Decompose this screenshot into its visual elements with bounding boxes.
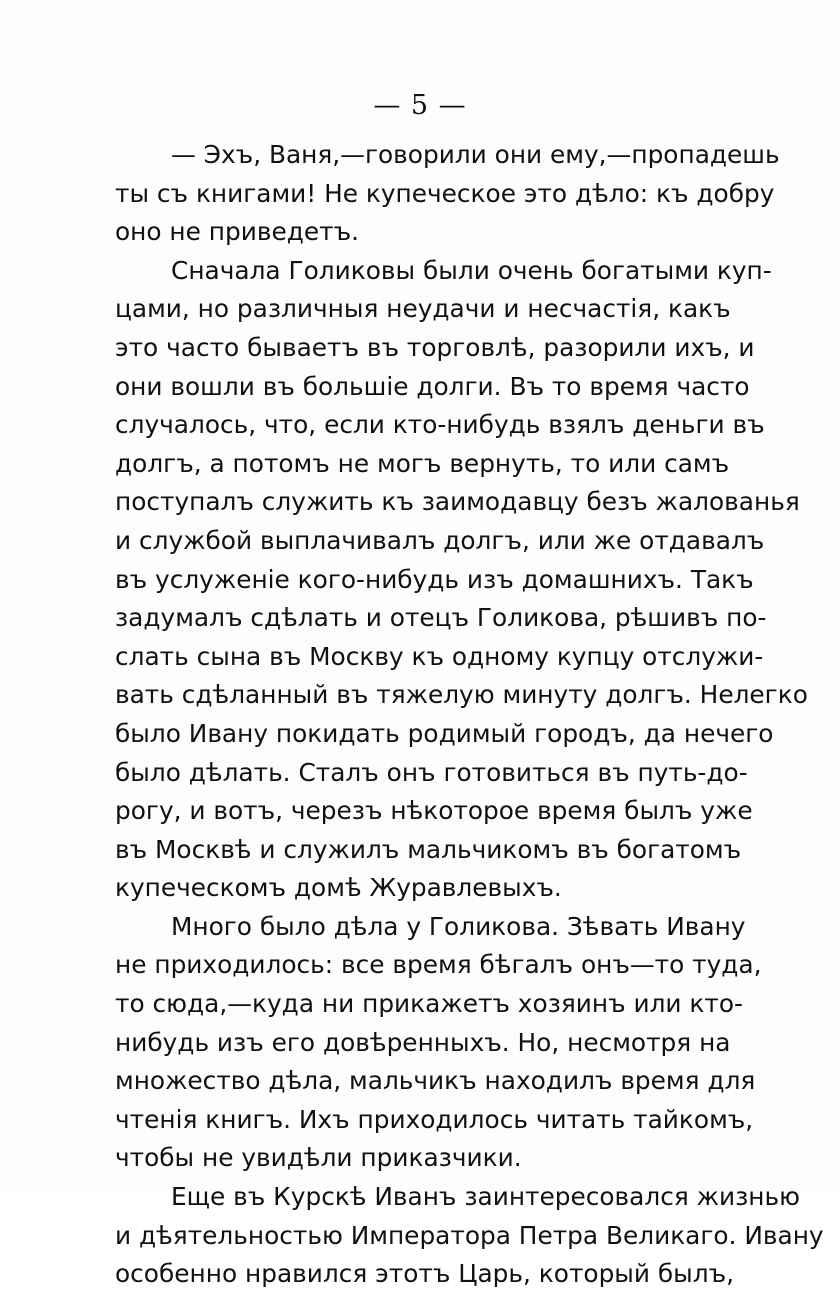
text-line: чтобы не увидѣли приказчики. [115,1143,522,1173]
page-number: — 5 — [373,90,467,121]
text-line: вать сдѣланный въ тяжелую минуту долгъ. Нелегко [115,680,808,710]
text-line: это часто бываетъ въ торговлѣ, разорили ихъ, и [115,332,755,362]
text-line: особенно нравился этотъ Царь, который былъ, [115,1259,735,1289]
text-line: чтенія книгъ. Ихъ приходилось читать тайкомъ, [115,1104,754,1134]
text-line: поступалъ служить къ заимодавцу безъ жалованья [115,487,800,517]
text-line: нибудь изъ его довѣренныхъ. Но, несмотря на [115,1027,731,1057]
text-line: въ Москвѣ и служилъ мальчикомъ въ богатомъ [115,834,742,864]
text-line: — Эхъ, Ваня,—говорили они ему,—пропадешь [171,140,780,169]
text-line: было дѣлать. Сталъ онъ готовиться въ путь-до- [115,757,748,787]
text-line: ты съ книгами! Не купеческое это дѣло: къ добру [115,178,775,208]
text-line: Еще въ Курскѣ Иванъ заинтересовался жизнью [171,1182,800,1212]
text-line: и дѣятельностью Императора Петра Великаго. Ивану [115,1220,824,1250]
paragraph-3 [115,908,762,1178]
text-line: купеческомъ домѣ Журавлевыхъ. [115,873,562,903]
text-line: и службой выплачивалъ долгъ, или же отдавалъ [115,525,765,555]
paragraph-4 [115,1178,824,1294]
text-line: задумалъ сдѣлать и отецъ Голикова, рѣшивъ по- [115,603,767,633]
text-line: Много было дѣла у Голикова. Зѣвать Ивану [171,911,746,941]
text-line: Сначала Голиковы были очень богатыми куп- [171,255,772,285]
text-line: долгъ, а потомъ не могъ вернуть, то или самъ [115,448,730,478]
text-line: они вошли въ большіе долги. Въ то время часто [115,371,750,401]
text-line: то сюда,—куда ни прикажетъ хозяинъ или кто- [115,989,743,1019]
paragraph-1 [115,136,780,252]
text-line: было Ивану покидать родимый городъ, да нечего [115,718,774,748]
text-line: рогу, и вотъ, черезъ нѣкоторое время былъ уже [115,796,753,826]
text-line: слать сына въ Москву къ одному купцу отслужи- [115,641,764,671]
text-line: множество дѣла, мальчикъ находилъ время для [115,1066,756,1096]
text-line: цами, но различныя неудачи и несчастія, какъ [115,294,731,324]
paragraph-2 [115,252,808,908]
page-text [115,136,824,1294]
text-line: случалось, что, если кто-нибудь взялъ деньги въ [115,410,765,440]
text-line: оно не приведетъ. [115,217,359,247]
text-line: не приходилось: все время бѣгалъ онъ—то туда, [115,950,762,980]
text-line: въ услуженіе кого-нибудь изъ домашнихъ. Такъ [115,564,754,594]
